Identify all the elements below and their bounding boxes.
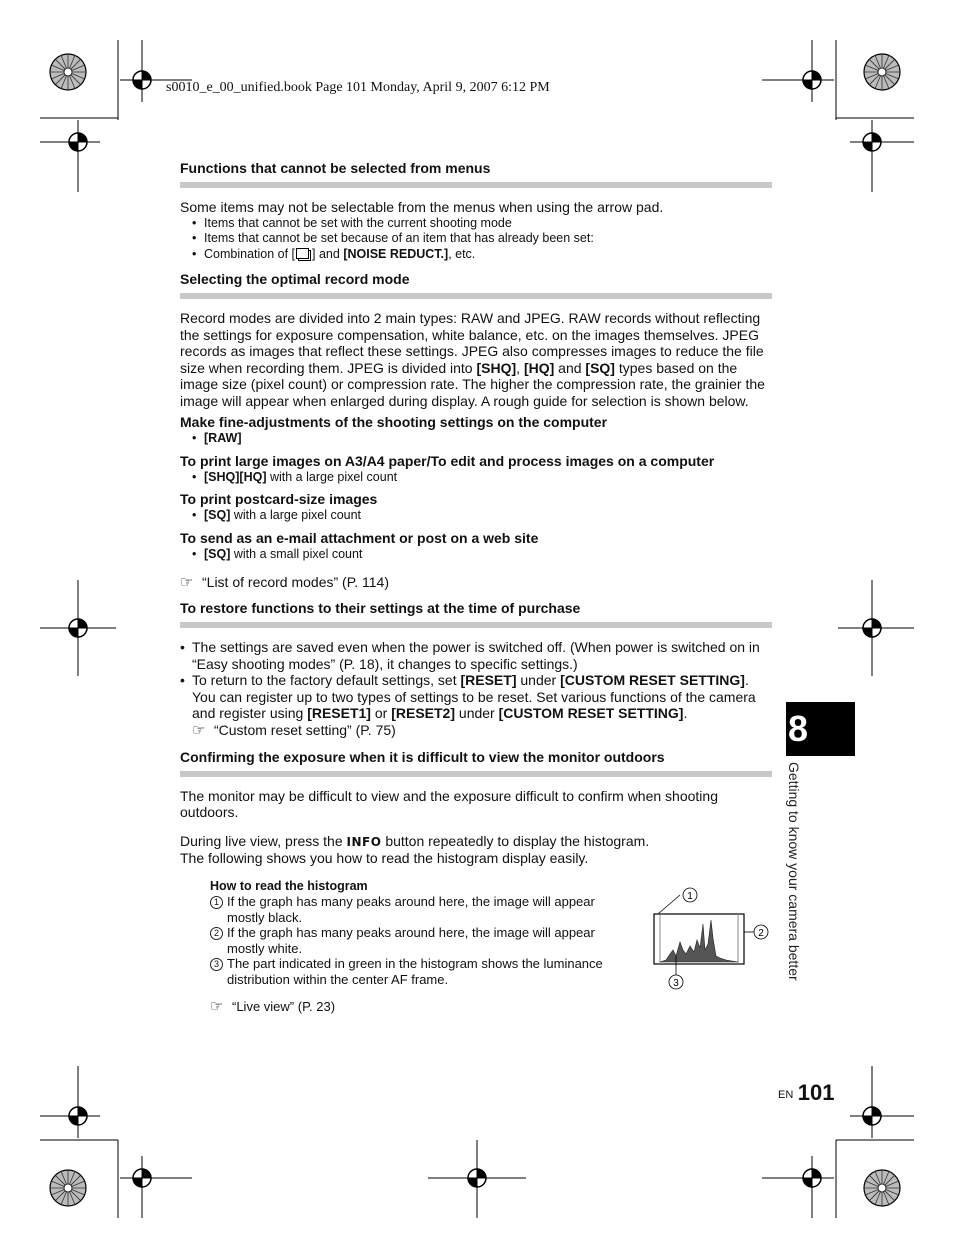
paragraph — [180, 310, 772, 409]
text-span: under — [455, 705, 499, 721]
menu-item-name: [NOISE REDUCT.] — [343, 246, 449, 261]
histogram-guide — [210, 879, 620, 1016]
text-span: , — [516, 359, 524, 376]
text-span: and — [554, 359, 586, 376]
text-span: , etc. — [448, 246, 476, 261]
section-divider — [180, 622, 772, 628]
chapter-title-vertical: Getting to know your camera better — [786, 762, 802, 981]
bullet-item — [180, 431, 772, 447]
bullet-item — [180, 470, 772, 486]
print-header: s0010_e_00_unified.book Page 101 Monday, April 9, 2007 6:12 PM — [166, 80, 550, 95]
numbered-item — [210, 894, 620, 925]
callout-label: 3 — [673, 978, 679, 989]
callout-label: 1 — [687, 891, 693, 902]
text-span: . — [683, 705, 688, 721]
section-title: Selecting the optimal record mode — [180, 271, 410, 287]
pointing-hand-icon: ☞ — [192, 721, 206, 739]
subheading: To print postcard-size images — [180, 491, 378, 507]
reference-text: “Custom reset setting” (P. 75) — [214, 721, 396, 738]
text-span: Combination of [ — [204, 246, 296, 261]
callout-label: 2 — [758, 928, 764, 939]
paragraph: Some items may not be selectable from the menus when using the arrow pad. — [180, 199, 664, 215]
text-span: or — [370, 705, 392, 721]
subheading: How to read the histogram — [210, 878, 368, 893]
menu-item-name: [RESET] — [460, 672, 517, 688]
text-span: During live view, press the — [180, 832, 347, 849]
item-text: The part indicated in green in the histogram shows the luminance distribution within the center AF frame. — [227, 956, 603, 987]
section-divider — [180, 293, 772, 299]
section-title: Confirming the exposure when it is difficult to view the monitor outdoors — [180, 748, 665, 765]
reference-text: “Live view” (P. 23) — [232, 999, 336, 1014]
text-span: To return to the factory default settings, set — [192, 672, 461, 688]
pointing-hand-icon: ☞ — [180, 574, 194, 591]
bullet-continuation — [180, 247, 772, 263]
section-divider — [180, 182, 772, 188]
mode-label: [SHQ] — [476, 359, 517, 376]
numbered-item — [210, 956, 620, 987]
text-span: ] and — [312, 246, 344, 261]
bullet-item: • Items that cannot be set because of an item that has already been set: — [180, 231, 772, 247]
mode-label: [SQ] — [204, 508, 231, 522]
number-marker: 1 — [210, 896, 223, 909]
chapter-number: 8 — [788, 708, 809, 749]
text-span: with a large pixel count — [266, 469, 398, 484]
mode-label: [HQ] — [523, 359, 555, 376]
menu-item-name: [RESET2] — [391, 705, 456, 721]
chapter-tab — [786, 702, 855, 756]
number-marker: 3 — [210, 958, 223, 971]
page-number — [778, 1080, 834, 1106]
mode-label: [SHQ][HQ] — [204, 469, 267, 484]
text-span: Record modes are divided into 2 main types: RAW and JPEG. RAW records without reflecting the settings for exposure compensation, white balance, etc. on the images themselves. JPEG records as images that reflect these settings. JPEG also compresses images to reduce the file size when recording them. JPEG is divided into — [180, 310, 764, 376]
text-span: types based on the image size (pixel count) or compression rate. The higher the compression rate, the grainier the image will appear when enlarged during display. A rough guide for selection is shown below. — [180, 359, 765, 409]
pointing-hand-icon: ☞ — [210, 998, 224, 1015]
text-span: . You can register up to two types of settings to be reset. Set various functions of the camera and register using — [192, 672, 756, 721]
text-span: under — [516, 672, 561, 688]
text-span: button repeatedly to display the histogram. — [381, 832, 650, 849]
paragraph: The following shows you how to read the histogram display easily. — [180, 850, 589, 866]
menu-item-name: [CUSTOM RESET SETTING] — [560, 672, 745, 688]
subheading: Make fine-adjustments of the shooting settings on the computer — [180, 414, 608, 430]
mode-label: [SQ] — [204, 546, 231, 561]
subheading: To print large images on A3/A4 paper/To edit and process images on a computer — [180, 452, 715, 469]
subheading: To send as an e-mail attachment or post on a web site — [180, 529, 539, 546]
bullet-item: • Items that cannot be set with the current shooting mode — [180, 216, 772, 232]
cross-reference — [192, 722, 772, 739]
numbered-item — [210, 925, 620, 956]
histogram-illustration — [640, 880, 780, 995]
item-text: If the graph has many peaks around here, the image will appear mostly white. — [227, 925, 595, 956]
cross-reference — [180, 574, 772, 591]
section-title: Functions that cannot be selected from menus — [180, 160, 491, 176]
cross-reference — [210, 999, 620, 1015]
mode-label: [RAW] — [204, 431, 242, 445]
bullet-item: • The settings are saved even when the power is switched off. (When power is switched on in “Easy shooting modes” (P. 18), it changes to specific settings.) — [180, 639, 772, 672]
mode-label: [SQ] — [585, 359, 615, 376]
info-button-label: INFO — [346, 834, 382, 849]
paragraph — [180, 833, 772, 851]
item-text: If the graph has many peaks around here, the image will appear mostly black. — [227, 894, 595, 925]
paragraph: The monitor may be difficult to view and the exposure difficult to confirm when shooting outdoors. — [180, 787, 718, 820]
section-divider — [180, 771, 772, 777]
reference-text: “List of record modes” (P. 114) — [202, 574, 390, 590]
bullet-item — [180, 508, 772, 524]
text-span: with a small pixel count — [230, 546, 363, 561]
sequential-shooting-icon — [296, 248, 309, 259]
section-title: To restore functions to their settings at the time of purchase — [180, 600, 581, 616]
language-code: EN — [778, 1089, 794, 1101]
menu-item-name: [RESET1] — [307, 705, 371, 721]
page-number-value: 101 — [797, 1080, 835, 1105]
bullet-item — [180, 547, 772, 563]
bullet-item — [180, 672, 772, 722]
number-marker: 2 — [210, 927, 223, 940]
text-span: with a large pixel count — [230, 508, 362, 522]
menu-item-name: [CUSTOM RESET SETTING] — [498, 705, 684, 721]
